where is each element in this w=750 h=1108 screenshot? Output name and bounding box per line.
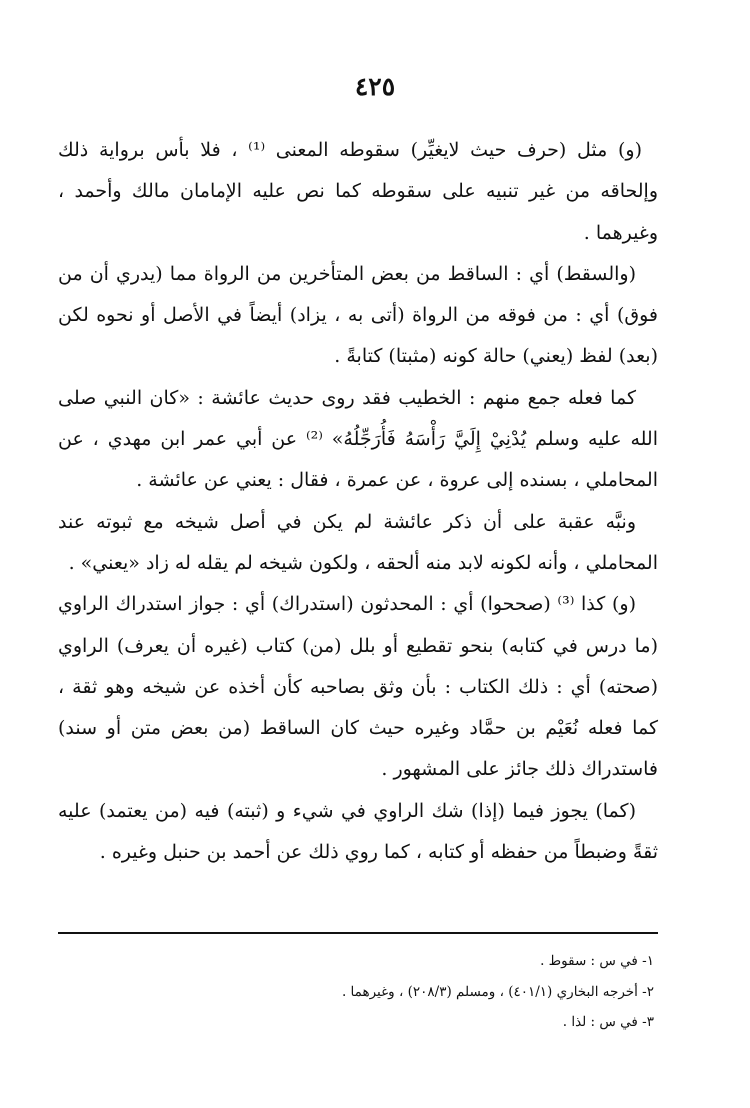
footnote-2: ٢- أخرجه البخاري (٤٠١/١) ، ومسلم (٢٠٨/٣) ، وغيرهما . — [341, 983, 654, 1000]
footnote-divider — [58, 932, 658, 934]
paragraph-mathl-harf: (و) مثل (حرف حيث لايغيِّر) سقوطه المعنى ⁽¹⁾ ، فلا بأس برواية ذلك وإلحاقه من غير تنبيه على سقوطه كما نص عليه الإمامان مالك وأحمد ، وغيرهما . — [58, 139, 658, 244]
footnote-1: ١- في س : سقوط . — [540, 953, 654, 969]
footnotes — [94, 946, 654, 1038]
paragraph-sahhahu: (و) كذا ⁽³⁾ (صححوا) أي : المحدثون (استدراك) أي : جواز استدراك الراوي (ما درس في كتابه) بنحو تقطيع أو بلل (من) كتاب (غيره أن يعرف) الراوي (صحته) أي : ذلك الكتاب : بأن وثق بصاحبه كأن أخذه عن شيخه وهو ثقة ، كما فعله نُعَيْم بن حمَّاد وغيره حيث كان الساقط (من بعض متن أو سند) فاستدراك ذلك جائز على المشهور . — [58, 593, 658, 781]
footnote-3: ٣- في س : لذا . — [562, 1014, 654, 1030]
paragraph-as-saqt: (والسقط) أي : الساقط من بعض المتأخرين من الرواة مما (يدري أن من فوق) أي : من فوقه من الرواة (أتى به ، يزاد) أيضاً في الأصل أو نحوه لكن (بعد) لفظ (يعني) حالة كونه (مثبتا) كتابةً . — [58, 262, 658, 368]
paragraph-kama: (كما) يجوز فيما (إذا) شك الراوي في شيء و (ثبته) فيه (من يعتمد) عليه ثقةً وضبطاً من حفظه أو كتابه ، كما روي ذلك عن أحمد بن حنبل وغيره . — [58, 799, 658, 864]
page-number: ٤٢٥ — [354, 72, 396, 101]
body-text — [58, 130, 658, 873]
paragraph-nabbaha: ونبَّه عقبة على أن ذكر عائشة لم يكن في أصل شيخه مع ثبوته عند المحاملي ، وأنه لكونه لابد منه ألحقه ، ولكون شيخه لم يقله له زاد «يعني» . — [58, 510, 658, 574]
paragraph-khatib-example: كما فعله جمع منهم : الخطيب فقد روى حديث عائشة : «كان النبي صلى الله عليه وسلم يُدْنِيْ إِلَيَّ رَأْسَهُ فَأُرَجِّلُهُ» ⁽²⁾ عن أبي عمر ابن مهدي ، عن المحاملي ، بسنده إلى عروة ، عن عمرة ، فقال : يعني عن عائشة . — [58, 386, 658, 492]
